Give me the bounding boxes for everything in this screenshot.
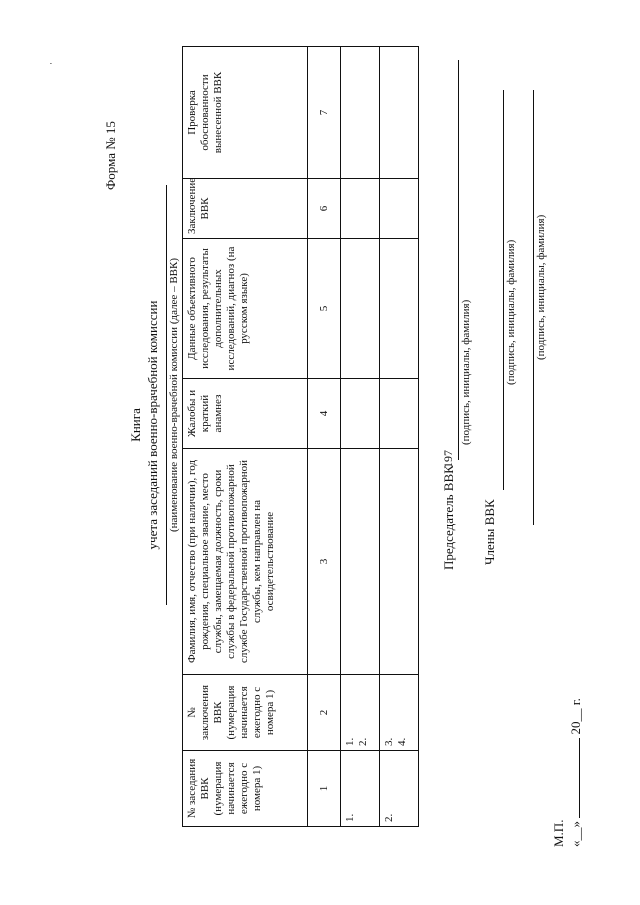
document-title <box>127 275 161 575</box>
column-number: 1 <box>308 751 341 827</box>
date-year-blank: __ <box>568 708 583 722</box>
scan-mark: · <box>46 62 56 65</box>
date-line <box>568 698 584 847</box>
column-number: 2 <box>308 675 341 751</box>
table-header-row <box>183 47 308 827</box>
column-number: 3 <box>308 449 341 675</box>
member-2-signature-line <box>533 90 534 525</box>
member-2-signature-caption: (подпись, инициалы, фамилия) <box>535 214 547 360</box>
date-year-prefix: 20 <box>568 721 583 735</box>
table-cell <box>341 379 380 449</box>
table-cell: 3. 4. <box>380 675 419 751</box>
chair-signature-line <box>458 60 459 460</box>
col-header-session-number: № заседания ВВК (нумерация начинается ежегодно с номера 1) <box>183 751 308 827</box>
table-row <box>380 47 419 827</box>
members-label: Члены ВВК <box>482 499 497 565</box>
col-header-examination-data: Данные объективного исследования, результаты дополнительных исследований, диагноз (на русском языке) <box>183 239 308 379</box>
page-number: 197 <box>441 450 455 468</box>
date-open-quote: « <box>568 840 583 847</box>
title-line-2: учета заседаний военно-врачебной комиссии <box>145 300 160 550</box>
column-number: 4 <box>308 379 341 449</box>
table-cell <box>380 179 419 239</box>
table-cell <box>380 449 419 675</box>
col-header-verification: Проверка обоснованности вынесенной ВВК <box>183 47 308 179</box>
date-close-quote: » <box>568 821 583 828</box>
column-number: 5 <box>308 239 341 379</box>
table-cell <box>341 449 380 675</box>
table-cell: 2. <box>380 751 419 827</box>
column-number: 6 <box>308 179 341 239</box>
chair-label: Председатель ВВК <box>441 465 456 570</box>
col-header-conclusion-number: № заключения ВВК (нумерация начинается ежегодно с номера 1) <box>183 675 308 751</box>
register-table <box>182 46 419 827</box>
member-1-signature-line <box>503 90 504 490</box>
table-cell <box>341 47 380 179</box>
column-number: 7 <box>308 47 341 179</box>
commission-name-caption: (наименование военно-врачебной комиссии (далее – ВВК) <box>166 185 180 605</box>
col-header-person-details: Фамилия, имя, отчество (при наличии), год рождения, специальное звание, место службы, замещаемая должность, сроки службы в федеральной противопожарной службе Государственной противопожарной службы, кем направлен на освидетельствование <box>183 449 308 675</box>
table-cell: 1. <box>341 751 380 827</box>
date-month-blank-line <box>568 738 580 818</box>
table-cell <box>380 47 419 179</box>
chair-signature-caption: (подпись, инициалы, фамилия) <box>460 299 472 445</box>
stamp-label: М.П. <box>551 819 566 847</box>
table-row <box>341 47 380 827</box>
date-suffix: г. <box>568 698 583 706</box>
table-cell <box>380 239 419 379</box>
title-line-1: Книга <box>128 408 143 442</box>
form-number: Форма № 15 <box>103 121 118 190</box>
table-cell <box>341 179 380 239</box>
table-cell: 1. 2. <box>341 675 380 751</box>
table-cell <box>341 239 380 379</box>
table-cell <box>380 379 419 449</box>
member-1-signature-caption: (подпись, инициалы, фамилия) <box>505 239 517 385</box>
column-number-row <box>308 47 341 827</box>
col-header-complaints: Жалобы и краткий анамнез <box>183 379 308 449</box>
col-header-conclusion: Заключение ВВК <box>183 179 308 239</box>
date-day-blank: __ <box>568 827 583 841</box>
